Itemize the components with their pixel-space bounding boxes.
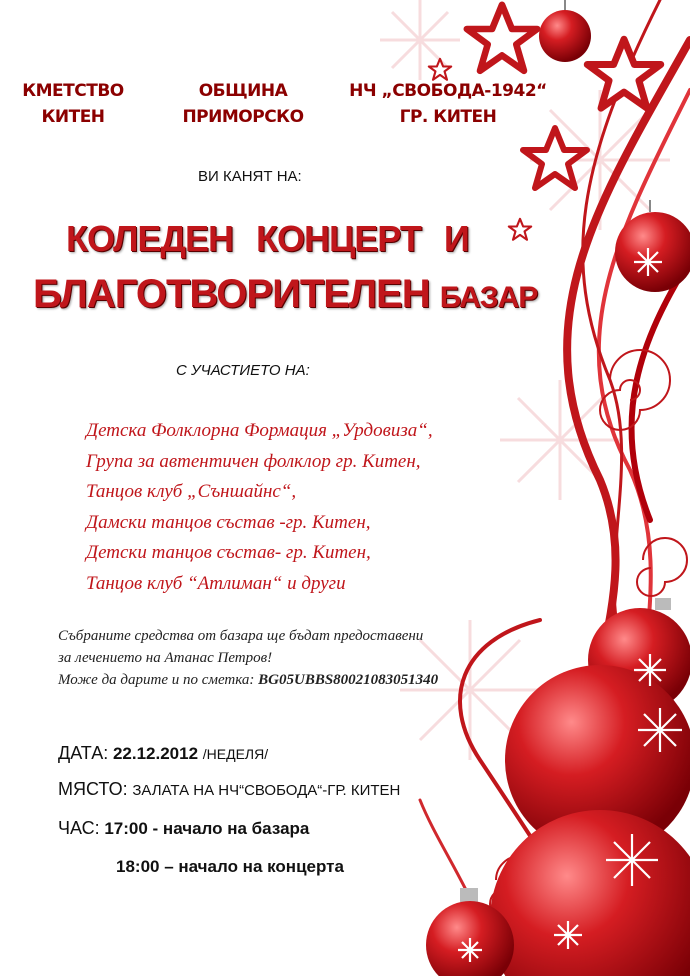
event-time <box>58 818 309 839</box>
participants-list <box>86 416 433 599</box>
charity-account-number: BG05UBBS80021083051340 <box>258 672 439 688</box>
event-title-main: БЛАГОТВОРИТЕЛЕН <box>33 272 430 316</box>
event-title-line1: КОЛЕДЕН КОНЦЕРТ И <box>66 218 469 259</box>
place-value: ЗАЛАТА НА НЧ“СВОБОДА“-ГР. КИТЕН <box>132 782 401 799</box>
date-label: ДАТА: <box>58 743 109 763</box>
event-place <box>58 779 400 800</box>
organizer-line: ГР. КИТЕН <box>399 107 497 127</box>
event-date <box>58 743 268 764</box>
event-title-line2 <box>33 272 537 317</box>
participant-item: Детска Фолклорна Формация „Урдовиза“, <box>86 420 433 441</box>
organizer-kitem-mayoralty <box>8 78 138 130</box>
participant-item: Дамски танцов състав -гр. Китен, <box>86 511 371 533</box>
participant-item: Танцов клуб „Съншайнс“, <box>86 481 297 502</box>
charity-account-prefix: Може да дарите и по сметка: <box>58 672 255 688</box>
event-title-tail: БАЗАР <box>439 281 538 314</box>
organizer-line: КИТЕН <box>41 107 105 127</box>
time-label: ЧАС: <box>58 818 100 838</box>
time-concert: 18:00 – начало на концерта <box>116 857 344 876</box>
date-value: 22.12.2012 <box>112 744 199 763</box>
participant-item: Група за автентичен фолклор гр. Китен, <box>86 450 421 472</box>
date-day: /НЕДЕЛЯ/ <box>202 746 269 762</box>
organizer-line: КМЕТСТВО <box>22 81 124 101</box>
charity-line: Събраните средства от базара ще бъдат предоставени <box>58 628 424 644</box>
place-label: МЯСТО: <box>58 779 128 799</box>
participant-item: Танцов клуб “Атлиман“ и други <box>86 572 346 594</box>
organizer-community-center <box>348 78 548 130</box>
participants-label: С УЧАСТИЕТО НА: <box>176 362 310 379</box>
invite-text: ВИ КАНЯТ НА: <box>198 168 302 185</box>
charity-line: за лечението на Атанас Петров! <box>58 650 273 666</box>
organizer-line: ПРИМОРСКО <box>182 107 304 127</box>
organizer-primorsko-municipality <box>168 78 318 130</box>
time-bazaar: 17:00 - начало на базара <box>104 819 310 838</box>
charity-note <box>58 625 438 691</box>
organizer-line: НЧ „СВОБОДА-1942“ <box>349 81 547 101</box>
charity-line <box>58 669 438 691</box>
event-time-concert <box>116 857 344 877</box>
participant-item: Детски танцов състав- гр. Китен, <box>86 542 371 563</box>
organizer-line: ОБЩИНА <box>198 81 288 101</box>
